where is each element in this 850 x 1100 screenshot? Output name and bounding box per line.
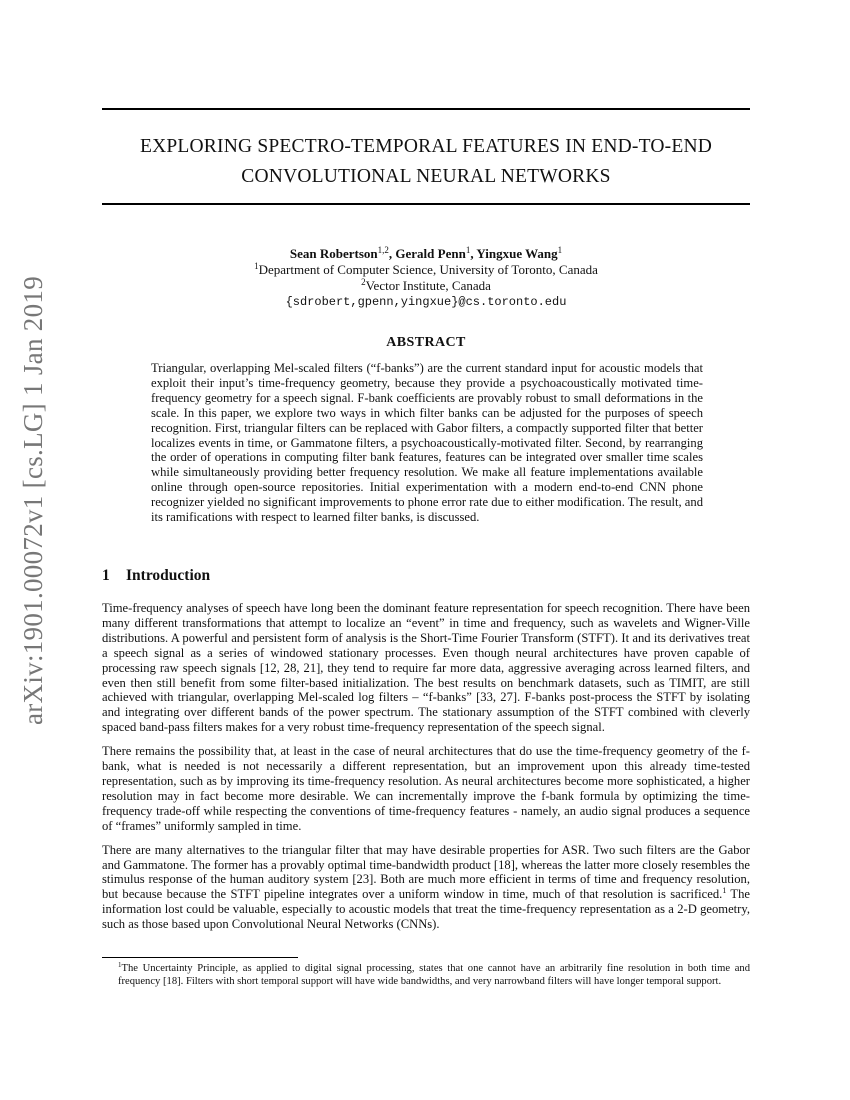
abstract-text: Triangular, overlapping Mel-scaled filters (“f-banks”) are the current standard input for acoustic models that exploit their input’s time-frequency geometry, because they provide a psychoacoustically motivated time-frequency geometry for a speech signal. F-bank coefficients are provably robust to small deformations in the scale. In this paper, we explore two ways in which filter banks can be adjusted for the purposes of speech recognition. First, triangular filters can be replaced with Gabor filters, a compactly supported filter that better localizes events in time, or Gammatone filters, a psychoacoustically-motivated filter. Second, by rearranging the order of operations in computing filter bank features, features can be integrated over smaller time scales while simultaneously providing better frequency resolution. We make all feature implementations available online through open-source repositories. Initial experimentation with a modern end-to-end CNN phone recognizer yielded no significant improvements to phone error rate due to either modification. The result, and its ramifications with respect to learned filter banks, is discussed. [151,361,703,525]
affiliation-1-text: Department of Computer Science, University of Toronto, Canada [258,262,598,277]
paper-title [102,132,750,192]
author-2-sup: 1 [465,245,471,255]
affiliation-1-sup: 1 [254,261,259,271]
section-heading [102,567,210,585]
section-number: 1 [102,567,110,584]
affiliation-2-sup: 2 [361,277,366,287]
author-names: Sean Robertson$^{1,2}$, Gerald Penn$^1$, Yingxue Wang$^1$ [289,245,563,261]
affiliation-1 [102,262,750,278]
title-rule-top [102,108,750,110]
footnote-text: The Uncertainty Principle, as applied to digital signal processing, states that one cannot have an arbitrarily fine resolution in both time and frequency [18]. Filters with short temporal support will have wide bandwidths, and very narrowband filters will have longer temporal support. [118,963,750,987]
footnote-rule [102,957,298,958]
paragraph-2: There remains the possibility that, at least in the case of neural architectures that do use the time-frequency geometry of the f-bank, what is needed is not necessarily a different representation, but an improvement upon this already time-tested representation, such as by improving its time-frequency resolution. As neural architectures become more sophisticated, a higher resolution may in fact become more desirable. We can incrementally improve the f-bank formula by optimizing the time-frequency trade-off while respecting the conventions of time-frequency features - namely, an audio signal produces a sequence of “frames” uniformly sampled in time. [102,744,750,833]
author-1-sup: 1,2 [377,245,389,255]
author-1: Sean Robertson [289,246,378,261]
arxiv-id-text: arXiv:1901.00072v1 [cs.LG] 1 Jan 2019 [18,275,49,725]
title-line-1: EXPLORING SPECTRO-TEMPORAL FEATURES IN END-TO-END [139,136,713,157]
footnote-sup: 1 [118,961,122,969]
affiliation-2-text: Vector Institute, Canada [365,278,491,293]
arxiv-identifier [8,210,60,790]
section-title: Introduction [126,567,211,584]
author-block [102,246,750,310]
footnote [102,962,750,988]
author-3-sup: 1 [557,245,563,255]
affiliation-2 [102,278,750,294]
body-text [102,601,750,941]
paragraph-3-part-a: There are many alternatives to the triangular filter that may have desirable properties for ASR. Two such filters are the Gabor and Gammatone. The former has a provably optimal time-bandwidth product [18], whereas the latter more closely resembles the stimulus response of the human auditory system [23]. Both are much more efficient in terms of time and frequency resolution, but because because the STFT pipeline integrates over a uniform window in time, much of that resolution is sacrificed. [102,842,750,902]
abstract-heading: ABSTRACT [386,335,466,350]
paragraph-1: Time-frequency analyses of speech have long been the dominant feature representation for speech recognition. There have been many different transformations that attempt to localize an “event” in time and frequency, such as wavelets and Wigner-Ville distributions. A powerful and persistent form of analysis is the Short-Time Fourier Transform (STFT). It and its derivatives treat a speech signal as a series of windowed stationary processes. Even though neural architectures have proven capable of processing raw speech signals [12, 28, 21], they tend to require far more data, aggressive averaging across learned filters, and even then still benefit from some filter-based initialization. The best results on benchmark datasets, such as TIMIT, are still achieved with triangular, overlapping Mel-scaled log filters – “f-banks” [33, 27]. F-banks post-process the STFT by isolating and integrating over different bands of the power spectrum. The stationary assumption of the STFT combined with cleverly spaced band-pass filters makes for a very robust time-frequency representation of the speech signal. [102,601,750,735]
author-3: Yingxue Wang [476,246,558,261]
author-emails: {sdrobert,gpenn,yingxue}@cs.toronto.edu [285,295,567,309]
title-rule-bottom [102,203,750,205]
paragraph-3 [102,843,750,932]
author-2: Gerald Penn [395,246,466,261]
footnote-ref: 1 [722,886,727,896]
title-line-2: CONVOLUTIONAL NEURAL NETWORKS [241,166,611,187]
footnote-body [102,962,750,988]
paragraph-3-part-b: The information lost could be valuable, especially to acoustic models that treat the time-frequency representation as a 2-D geometry, such as those based upon Convolutional Neural Networks (CNNs). [102,887,750,932]
